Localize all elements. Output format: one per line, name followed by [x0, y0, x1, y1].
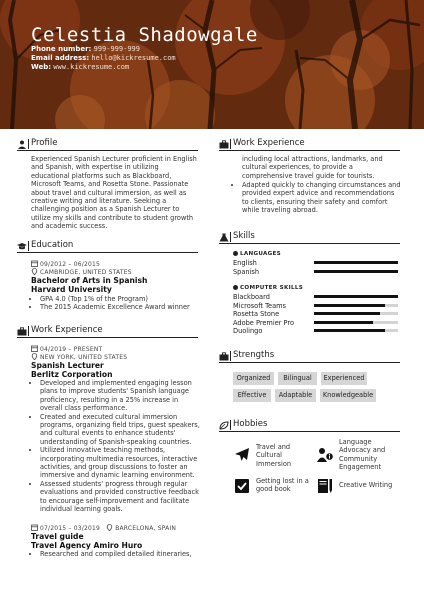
strength-tag: Knowledgeable	[320, 389, 376, 402]
computer-skills-subheading	[233, 285, 303, 291]
skill-level-track	[314, 304, 398, 307]
section-divider	[230, 351, 231, 361]
hobbies-section-header	[219, 420, 400, 432]
list-item: • Developed and implemented engaging lesson plans to improve students' Spanish language proficiency, resulting in a 25% increase in overall class performance.	[40, 379, 201, 413]
skill-level-track	[314, 312, 398, 315]
job2-company: Travel Agency Amiro Huro	[31, 541, 143, 550]
list-item: • GPA 4.0 (Top 1% of the Program)	[40, 295, 198, 303]
strengths-section-header	[219, 351, 400, 363]
leaf-icon	[219, 421, 229, 430]
job1-bullets	[31, 379, 201, 514]
job1-dates-text: 04/2019 – PRESENT	[40, 346, 103, 353]
location-pin-icon	[31, 353, 38, 360]
skill-name: Microsoft Teams	[233, 301, 286, 310]
notebook-pen-icon	[317, 478, 333, 494]
airplane-icon	[234, 447, 250, 463]
strength-tag: Bilingual	[278, 372, 317, 385]
section-divider	[230, 420, 231, 430]
strength-tag: Effective	[233, 389, 271, 402]
hobby-label: Travel and Cultural Immersion	[256, 443, 292, 468]
web-line	[31, 63, 129, 71]
email-label: Email address:	[31, 54, 90, 62]
skill-name: Blackboard	[233, 293, 270, 301]
job1-location-text: NEW YORK, UNITED STATES	[40, 354, 128, 361]
email-line	[31, 54, 176, 62]
skill-level-fill	[314, 304, 385, 307]
strength-tag: Adaptable	[275, 389, 316, 402]
section-divider	[230, 232, 231, 242]
education-dates-text: 09/2012 – 06/2015	[40, 261, 101, 268]
list-item: • Adapted quickly to changing circumstances and provided expert advice and recommendations to clients, ensuring their safety and comfort while traveling abroad.	[242, 181, 402, 215]
email-value[interactable]: hello@kickresume.com	[91, 54, 176, 62]
skill-row	[233, 268, 398, 277]
job2-dates-location	[31, 524, 176, 532]
profile-title: Profile	[31, 138, 58, 148]
skill-name: Rosetta Stone	[233, 310, 280, 319]
work-experience-section-header	[17, 326, 198, 338]
phone-value: 999-999-999	[93, 45, 140, 53]
profile-section-header	[17, 139, 198, 151]
work-experience-title: Work Experience	[31, 325, 103, 335]
header-banner	[0, 0, 424, 129]
languages-subheading	[233, 251, 281, 257]
hobby-label: Creative Writing	[339, 481, 393, 489]
work-experience-continued-header	[219, 139, 400, 151]
web-label: Web:	[31, 63, 52, 71]
list-item: • Assessed students' progress through regular evaluations and provided constructive feedback to encourage self-improvement and facilitate individual learning goals.	[40, 480, 201, 514]
calendar-icon	[31, 345, 38, 352]
skill-level-fill	[314, 295, 398, 298]
briefcase-icon	[17, 327, 27, 336]
education-school: Harvard University	[31, 285, 112, 294]
strengths-title: Strengths	[233, 350, 275, 360]
section-divider	[28, 139, 29, 149]
profile-text: Experienced Spanish Lecturer proficient in English and Spanish, with expertise in utilizing educational platforms such as Blackboard, Microsoft Teams, and Rosetta Stone. Passionate about travel and cultural immersion, as well as creative writing and literature. Seeking a challenging position as a Spanish Lecturer to utilize my skills and contribute to student growth and academic success.	[31, 155, 197, 231]
job1-role: Spanish Lecturer	[31, 361, 104, 370]
skill-name: English	[233, 259, 257, 267]
education-bullets	[31, 295, 198, 312]
list-item: • The 2015 Academic Excellence Award winner	[40, 303, 198, 311]
web-value[interactable]: www.kickresume.com	[53, 63, 130, 71]
candidate-name: Celestia Shadowgale	[31, 24, 258, 46]
location-pin-icon	[31, 268, 38, 275]
education-location	[31, 268, 132, 276]
skill-name: Duolingo	[233, 327, 263, 336]
phone-line	[31, 45, 140, 53]
strength-tag: Organized	[233, 372, 274, 385]
book-check-icon	[234, 478, 250, 494]
section-divider	[28, 326, 29, 336]
location-pin-icon	[106, 524, 113, 531]
job1-location	[31, 353, 127, 361]
calendar-icon	[31, 260, 38, 267]
briefcase-icon	[219, 352, 229, 361]
list-item: • Utilized innovative teaching methods, incorporating multimedia resources, interactive activities, and group discussions to foster an immersive and dynamic learning environment.	[40, 446, 201, 480]
education-section-header	[17, 241, 198, 253]
education-location-text: CAMBRIDGE, UNITED STATES	[40, 269, 132, 276]
job1-company: Berlitz Corporation	[31, 370, 113, 379]
list-item: • Created and executed cultural immersion programs, organizing field trips, guest speakers, and cultural events to enhance students' understanding of Spanish-speaking countries.	[40, 413, 201, 447]
work-continued-bullets	[233, 181, 402, 215]
person-info-icon	[317, 447, 333, 463]
skill-level-fill	[314, 312, 380, 315]
skill-name: Adobe Premier Pro	[233, 318, 295, 327]
work-continued-text: including local attractions, landmarks, and cultural experiences, to provide a comprehensive travel guide for tourists.	[242, 155, 383, 180]
skill-level-track	[314, 295, 398, 298]
languages-label: LANGUAGES	[240, 251, 282, 257]
skills-title: Skills	[233, 231, 255, 241]
computer-skills-label: COMPUTER SKILLS	[240, 285, 304, 291]
hobbies-title: Hobbies	[233, 419, 268, 429]
phone-label: Phone number:	[31, 45, 92, 53]
flask-icon	[219, 233, 229, 242]
skill-level-fill	[314, 329, 385, 332]
education-dates	[31, 260, 100, 268]
calendar-icon	[31, 524, 38, 531]
job2-role: Travel guide	[31, 532, 84, 541]
hobby-label: Getting lost in a good book	[256, 477, 309, 494]
section-divider	[28, 241, 29, 251]
job2-location-text: BARCELONA, SPAIN	[115, 525, 177, 532]
list-item: • Researched and compiled detailed itineraries,	[40, 550, 201, 558]
job2-dates-text: 07/2015 – 03/2019	[40, 525, 101, 532]
education-degree: Bachelor of Arts in Spanish	[31, 276, 148, 285]
work-experience-continued-title: Work Experience	[233, 138, 305, 148]
briefcase-icon	[219, 140, 229, 149]
computer-icon	[233, 285, 238, 290]
skill-level-fill	[314, 321, 373, 324]
job2-bullets	[31, 550, 201, 558]
skill-name: Spanish	[233, 267, 260, 276]
skill-row	[233, 327, 398, 336]
section-divider	[230, 139, 231, 149]
skills-section-header	[219, 232, 400, 244]
person-icon	[17, 140, 27, 149]
strength-tag: Experienced	[321, 372, 367, 385]
education-title: Education	[31, 240, 74, 250]
graduation-cap-icon	[17, 242, 27, 251]
skill-level-track	[314, 329, 398, 332]
skill-level-fill	[314, 270, 398, 273]
skill-level-track	[314, 261, 398, 264]
skill-level-track	[314, 270, 398, 273]
skill-level-fill	[314, 261, 398, 264]
skill-level-track	[314, 321, 398, 324]
job1-dates	[31, 345, 102, 353]
globe-icon	[233, 251, 238, 256]
hobby-label: Language Advocacy and Community Engagement	[339, 438, 386, 472]
